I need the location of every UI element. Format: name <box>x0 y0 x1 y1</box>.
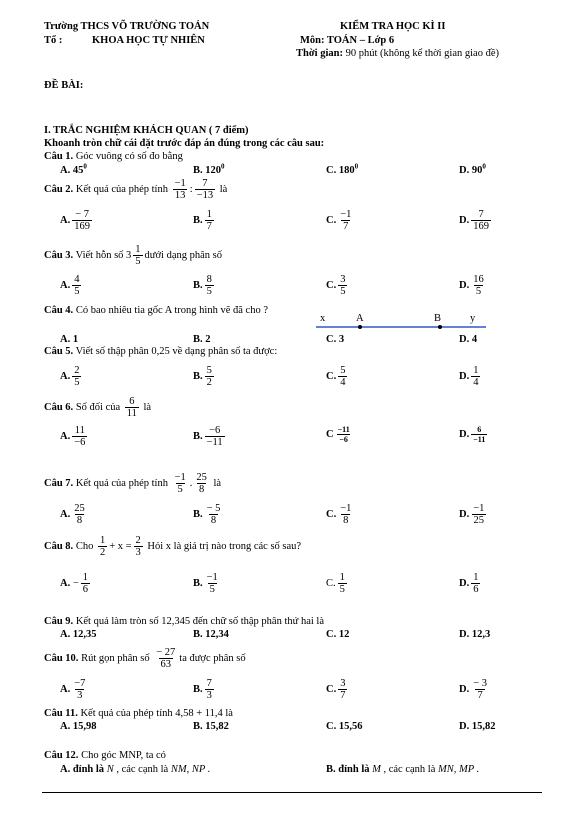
exam-title: KIỂM TRA HỌC KÌ II <box>340 21 446 32</box>
q3-option-d[interactable]: D. $\frac{16}{5}$ <box>459 274 484 297</box>
q9-option-a[interactable]: A. 12,35 <box>60 629 97 640</box>
q4-option-d[interactable]: D. 4 <box>459 334 478 345</box>
q4-option-c[interactable]: C. 3 <box>326 334 345 345</box>
q6-option-d[interactable]: D. $\frac{6}{-11}$ <box>459 425 486 444</box>
q1-option-a[interactable]: A. $45^0$ <box>60 162 87 176</box>
exam-subject: Môn: TOÁN – Lớp 6 <box>300 35 395 46</box>
dept-name: KHOA HỌC TỰ NHIÊN <box>92 35 205 46</box>
q7-option-c[interactable]: C. $\frac{-1}{8}$ <box>326 503 352 526</box>
q6-stem: Câu 6. Số đối của $\frac{6}{11}$ là <box>44 396 152 419</box>
q1-option-c[interactable]: C. $180^0$ <box>326 162 359 176</box>
q7-option-b[interactable]: B. $\frac{- 5}{8}$ <box>193 503 221 526</box>
point-a <box>358 325 362 329</box>
q10-option-c[interactable]: C. $\frac{3}{7}$ <box>326 678 346 701</box>
q8-option-a[interactable]: A. − $\frac{1}{6}$ <box>60 572 89 595</box>
q5-option-b[interactable]: B. $\frac{5}{2}$ <box>193 365 212 388</box>
school-name: Trường THCS VÕ TRƯỜNG TOẢN <box>44 21 210 32</box>
q3-option-a[interactable]: A. $\frac{4}{5}$ <box>60 274 80 297</box>
q11-option-a[interactable]: A. 15,98 <box>60 721 97 732</box>
q6-option-a[interactable]: A. $\frac{11}{-6}$ <box>60 425 86 448</box>
q12-stem: Câu 12. Cho góc MNP, ta có <box>44 750 166 761</box>
label-y: y <box>470 313 476 324</box>
q5-stem: Câu 5. Viết số thập phân 0,25 về dạng phân số ta được: <box>44 346 278 357</box>
q2-option-b[interactable]: B. $\frac{1}{7}$ <box>193 209 212 232</box>
q4-option-a[interactable]: A. 1 <box>60 334 79 345</box>
q5-option-c[interactable]: C. $\frac{5}{4}$ <box>326 365 346 388</box>
q9-option-d[interactable]: D. 12,3 <box>459 629 491 640</box>
q3-option-b[interactable]: B. $\frac{8}{5}$ <box>193 274 212 297</box>
q8-stem: Câu 8. Cho $\frac{1}{2}$ + x = $\frac{2}{3}$ Hỏi x là giá trị nào trong các số sau? <box>44 535 302 558</box>
q3-stem: Câu 3. Viết hỗn số 3 $\frac{1}{5}$ dưới dạng phân số <box>44 244 222 267</box>
q8-option-c[interactable]: C. $\frac{1}{5}$ <box>326 572 345 595</box>
q7-option-a[interactable]: A. $\frac{25}{8}$ <box>60 503 85 526</box>
footer-rule <box>42 792 542 793</box>
q11-stem: Câu 11. Kết quả của phép tính 4,58 + 11,4 là <box>44 708 233 719</box>
q12-option-b[interactable]: B. đỉnh là M , các cạnh là MN, MP . <box>326 764 480 775</box>
q10-stem: Câu 10. Rút gọn phân số $\frac{- 27}{63}$ ta được phân số <box>44 647 246 670</box>
q10-option-d[interactable]: D. $\frac{- 3}{7}$ <box>459 678 488 701</box>
q4-figure <box>316 312 486 334</box>
q9-stem: Câu 9. Kết quả làm tròn số 12,345 đến chữ số thập phân thứ hai là <box>44 616 324 627</box>
q12-option-a[interactable]: A. đỉnh là N , các cạnh là NM, NP . <box>60 764 211 775</box>
q8-option-d[interactable]: D. $\frac{1}{6}$ <box>459 572 479 595</box>
q4-stem: Câu 4. Có bao nhiêu tia gốc A trong hình vẽ đã cho ? <box>44 305 268 316</box>
q2-option-c[interactable]: C. $\frac{-1}{7}$ <box>326 209 352 232</box>
q6-option-b[interactable]: B. $\frac{-6}{-11}$ <box>193 425 223 448</box>
label-x: x <box>320 313 326 324</box>
q10-option-b[interactable]: B. $\frac{7}{3}$ <box>193 678 212 701</box>
q1-option-d[interactable]: D. $90^0$ <box>459 162 486 176</box>
q6-option-c[interactable]: C $\frac{-11}{-6}$ <box>326 425 350 444</box>
point-b <box>438 325 442 329</box>
q9-option-b[interactable]: B. 12,34 <box>193 629 229 640</box>
section-title: I. TRẮC NGHIỆM KHÁCH QUAN ( 7 điểm) <box>44 125 249 136</box>
q1-option-b[interactable]: B. $120^0$ <box>193 162 225 176</box>
q5-option-d[interactable]: D. $\frac{1}{4}$ <box>459 365 479 388</box>
q7-stem: Câu 7. Kết quả của phép tính $\frac{-1}{5}$ . $\frac{25}{8}$ là <box>44 472 222 495</box>
q7-option-d[interactable]: D. $\frac{-1}{25}$ <box>459 503 485 526</box>
q9-option-c[interactable]: C. 12 <box>326 629 350 640</box>
q11-option-b[interactable]: B. 15,82 <box>193 721 229 732</box>
q2-option-a[interactable]: A. $\frac{- 7}{169}$ <box>60 209 90 232</box>
de-bai-heading: ĐỀ BÀI: <box>44 80 84 91</box>
q2-stem: Câu 2. Kết quả của phép tính $\frac{-1}{13}$ : $\frac{7}{-13}$ là <box>44 178 228 201</box>
line-figure <box>316 312 486 334</box>
q2-option-d[interactable]: D. $\frac{7}{169}$ <box>459 209 489 232</box>
label-a: A <box>356 313 364 324</box>
q10-option-a[interactable]: A. $\frac{-7}{3}$ <box>60 678 86 701</box>
q11-option-c[interactable]: C. 15,56 <box>326 721 363 732</box>
q8-option-b[interactable]: B. $\frac{-1}{5}$ <box>193 572 218 595</box>
section-instruction: Khoanh tròn chữ cái đặt trước đáp án đúng trong các câu sau: <box>44 138 325 149</box>
label-b: B <box>434 313 442 324</box>
exam-time: Thời gian: 90 phút (không kể thời gian giao đề) <box>296 48 499 59</box>
q4-option-b[interactable]: B. 2 <box>193 334 211 345</box>
q11-option-d[interactable]: D. 15,82 <box>459 721 496 732</box>
q1-stem: Câu 1. Góc vuông có số đo bằng <box>44 151 183 162</box>
dept-label: Tổ : <box>44 35 63 46</box>
q3-option-c[interactable]: C. $\frac{3}{5}$ <box>326 274 346 297</box>
q5-option-a[interactable]: A. $\frac{2}{5}$ <box>60 365 80 388</box>
